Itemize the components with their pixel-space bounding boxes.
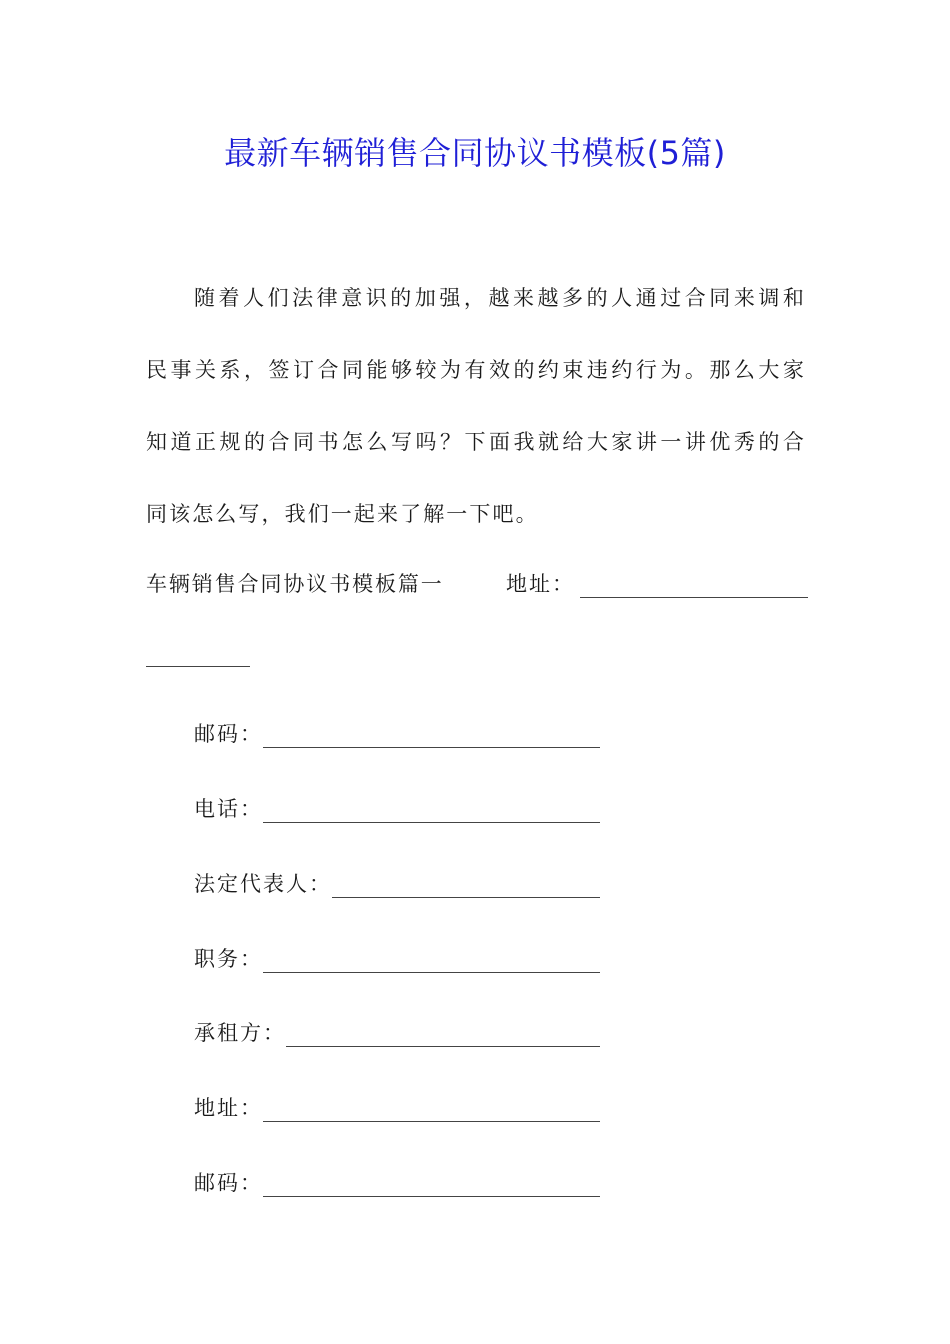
field-postcode bbox=[194, 716, 600, 752]
section-title: 车辆销售合同协议书模板篇一 bbox=[146, 572, 444, 596]
field-position bbox=[194, 941, 600, 977]
field-blank-line bbox=[263, 972, 600, 973]
field-label: 电话： bbox=[194, 797, 263, 821]
field-phone bbox=[194, 791, 600, 827]
intro-paragraph bbox=[146, 262, 806, 550]
address-label: 地址： bbox=[506, 572, 575, 596]
field-label: 法定代表人： bbox=[194, 872, 332, 896]
section-heading-row bbox=[146, 566, 808, 606]
field-address bbox=[194, 1090, 600, 1126]
field-blank-line bbox=[286, 1046, 600, 1047]
field-blank-line bbox=[332, 897, 600, 898]
field-postcode-2 bbox=[194, 1165, 600, 1201]
document-title: 最新车辆销售合同协议书模板(5篇) bbox=[224, 134, 726, 172]
field-blank-line bbox=[263, 1121, 600, 1122]
address-blank-line-continued bbox=[146, 666, 250, 667]
field-label: 邮码： bbox=[194, 1171, 263, 1195]
field-lessee bbox=[194, 1015, 600, 1051]
field-label: 地址： bbox=[194, 1096, 263, 1120]
field-label: 邮码： bbox=[194, 722, 263, 746]
address-blank-line bbox=[580, 597, 808, 598]
field-blank-line bbox=[263, 822, 600, 823]
field-label: 承租方： bbox=[194, 1021, 286, 1045]
field-blank-line bbox=[263, 1196, 600, 1197]
intro-line: 民事关系，签订合同能够较为有效的约束违约行为。那么大家 bbox=[146, 358, 806, 382]
field-blank-line bbox=[263, 747, 600, 748]
field-label: 职务： bbox=[194, 947, 263, 971]
intro-line: 知道正规的合同书怎么写吗？下面我就给大家讲一讲优秀的合 bbox=[146, 430, 806, 454]
field-legal-representative bbox=[194, 866, 600, 902]
intro-line: 同该怎么写，我们一起来了解一下吧。 bbox=[146, 502, 539, 526]
intro-line: 随着人们法律意识的加强，越来越多的人通过合同来调和 bbox=[194, 286, 806, 310]
